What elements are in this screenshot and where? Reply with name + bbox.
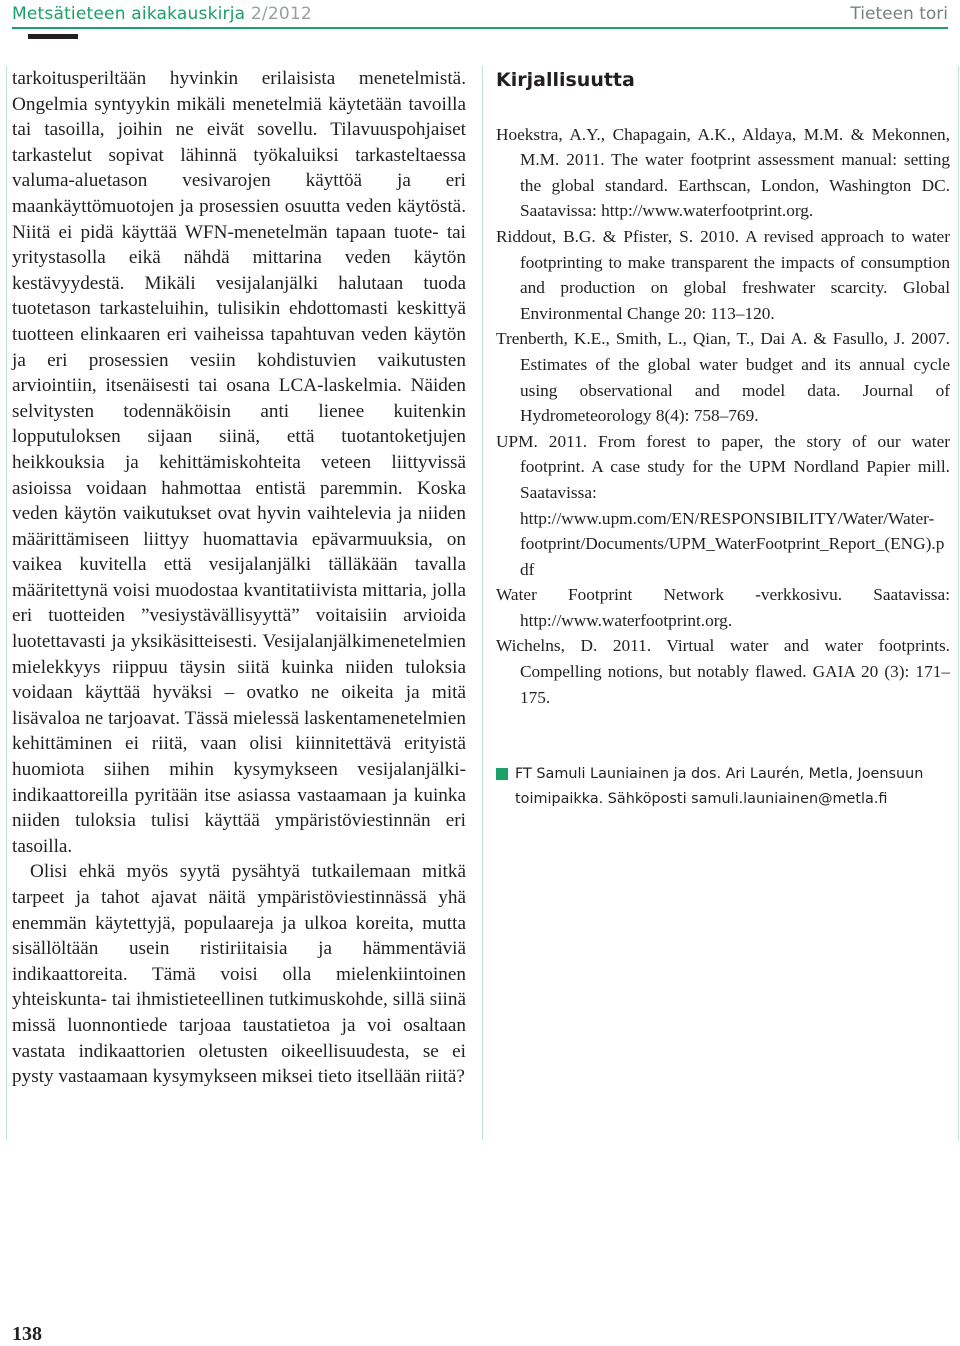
- page-number: 138: [12, 1323, 42, 1345]
- right-column-rule: [958, 66, 959, 1140]
- header-rule: [12, 27, 948, 29]
- author-text: FT Samuli Launiainen ja dos. Ari Laurén, Metla, Joensuun toimipaikka. Sähköposti samuli.launiainen@metla.fi: [515, 766, 924, 807]
- reference-item: Trenberth, K.E., Smith, L., Qian, T., Dai A. & Fasullo, J. 2007. Estimates of the global water budget and its annual cycle using observational and model data. Journal of Hydrometeorology 8(4): 758–769.: [496, 329, 950, 426]
- journal-issue: 2/2012: [250, 4, 312, 24]
- reference-item: Water Footprint Network -verkkosivu. Saatavissa: http://www.waterfootprint.org.: [496, 585, 950, 630]
- body-paragraph: tarkoitusperiltään hyvinkin erilaisista menetelmistä. Ongelmia syntyykin mikäli menetelmiä käytetään tavoilla tai tasoilla, joihin ne eivät sovellu. Tilavuuspohjaiset tarkastelut sopivat lähinnä työkaluiksi tarkasteltaessa valuma-aluetason vesivarojen käyttöä ja eri maankäyttömuotojen ja prosessien osuutta veden käytöstä. Niitä ei pidä käyttää WFN-menetelmän tapaan tuote- tai yritystasolla eikä nähdä mittarina veden käytön kestävyydestä. Mikäli vesijalanjälki halutaan tuoda tuotetason tarkasteluihin, tulisikin ehdottomasti keskittyä tuotteen elinkaaren eri vaiheissa tapahtuvan veden käytön ja eri prosessien vesiin kohdistuvien vaikutusten arviointiin, itsenäisesti tai osana LCA-laskelmia. Näiden selvitysten todennäköisin anti lienee kuitenkin lopputuloksen sijaan siinä, että tuotantoketjujen heikkouksia ja kehittämiskohteita veteen liittyvissä asioissa voidaan hahmottaa entistä paremmin. Koska veden käytön vaikutukset ovat hyvin vaihtelevia ja niiden määrittämiseen liittyy huomattavia epävarmuuksia, on vaikea kuvitella että vesijalanjälki tälläkään tavalla määritettynä voisi muodostaa kvantitatiivista mittaria, jolla eri tuotteiden ”vesiystävällisyyttä” voitaisiin arvioida luotettavasti ja yksikäsitteisesti. Vesijalanjälkimenetelmien mielekkyys riippuu täysin siitä kuinka niiden tuloksia voidaan käyttää hyväksi – ovatko ne oikeita ja mitä lisävaloa ne tarjoavat. Tässä mielessä laskentamenetelmien kehittäminen ei riitä, vaan olisi kiinnitettävä erityistä huomiota siihen mihin kysymykseen vesijalanjälki-indikaattoreilla pyritään itse asiassa vastaamaan ja kuinka niiden tuloksia tulisi käyttää ympäristöviestinnän eri tasoilla.: [12, 68, 466, 857]
- journal-title: [12, 4, 312, 24]
- journal-name: Metsätieteen aikakauskirja: [12, 4, 246, 24]
- reference-item: Wichelns, D. 2011. Virtual water and water footprints. Compelling notions, but notably flawed. GAIA 20 (3): 171–175.: [496, 636, 950, 707]
- left-column-rule: [6, 66, 7, 1140]
- page-header: [0, 0, 960, 34]
- body-paragraph: Olisi ehkä myös syytä pysähtyä tutkailemaan mitkä tarpeet ja tahot ajavat näitä ympäristöviestinnässä yhä enemmän käytettyjä, populaareja ja ulkoa koreita, mutta sisällöltään usein ristiriitaisia ja hämmentäviä indikaattoreita. Tämä voisi olla mielenkiintoinen yhteiskunta- tai ihmistieteellinen tutkimuskohde, sillä siinä missä luonnontiede tarjoaa taustatietoa ja voi osaltaan vastata indikaattorien oletusten oikeellisuudesta, se ei pysty vastaamaan kysymykseen miksei tieto itsellään riitä?: [12, 861, 466, 1088]
- author-marker-icon: [496, 768, 508, 780]
- article-body: [12, 66, 466, 1090]
- reference-item: Hoekstra, A.Y., Chapagain, A.K., Aldaya, M.M. & Mekonnen, M.M. 2011. The water footprint assessment manual: setting the global standard. Earthscan, London, Washington DC. Saatavissa: http://www.waterfootprint.org.: [496, 124, 950, 221]
- header-accent-bar: [28, 34, 78, 39]
- references-section: [496, 66, 950, 710]
- references-heading: Kirjallisuutta: [496, 69, 635, 91]
- author-info: [496, 762, 956, 812]
- section-title: Tieteen tori: [850, 4, 948, 24]
- reference-item: Riddout, B.G. & Pfister, S. 2010. A revised approach to water footprinting to make transparent the impacts of consumption and production on global freshwater scarcity. Global Environmental Change 20: 113–120.: [496, 226, 950, 323]
- column-divider-rule: [482, 66, 483, 1140]
- reference-item: UPM. 2011. From forest to paper, the story of our water footprint. A case study for the UPM Nordland Papier mill. Saatavissa: http://www.upm.com/EN/RESPONSIBILITY/Water/Water-footprint/Documents/UPM_WaterFootprint_Report_(ENG).pdf: [496, 431, 950, 579]
